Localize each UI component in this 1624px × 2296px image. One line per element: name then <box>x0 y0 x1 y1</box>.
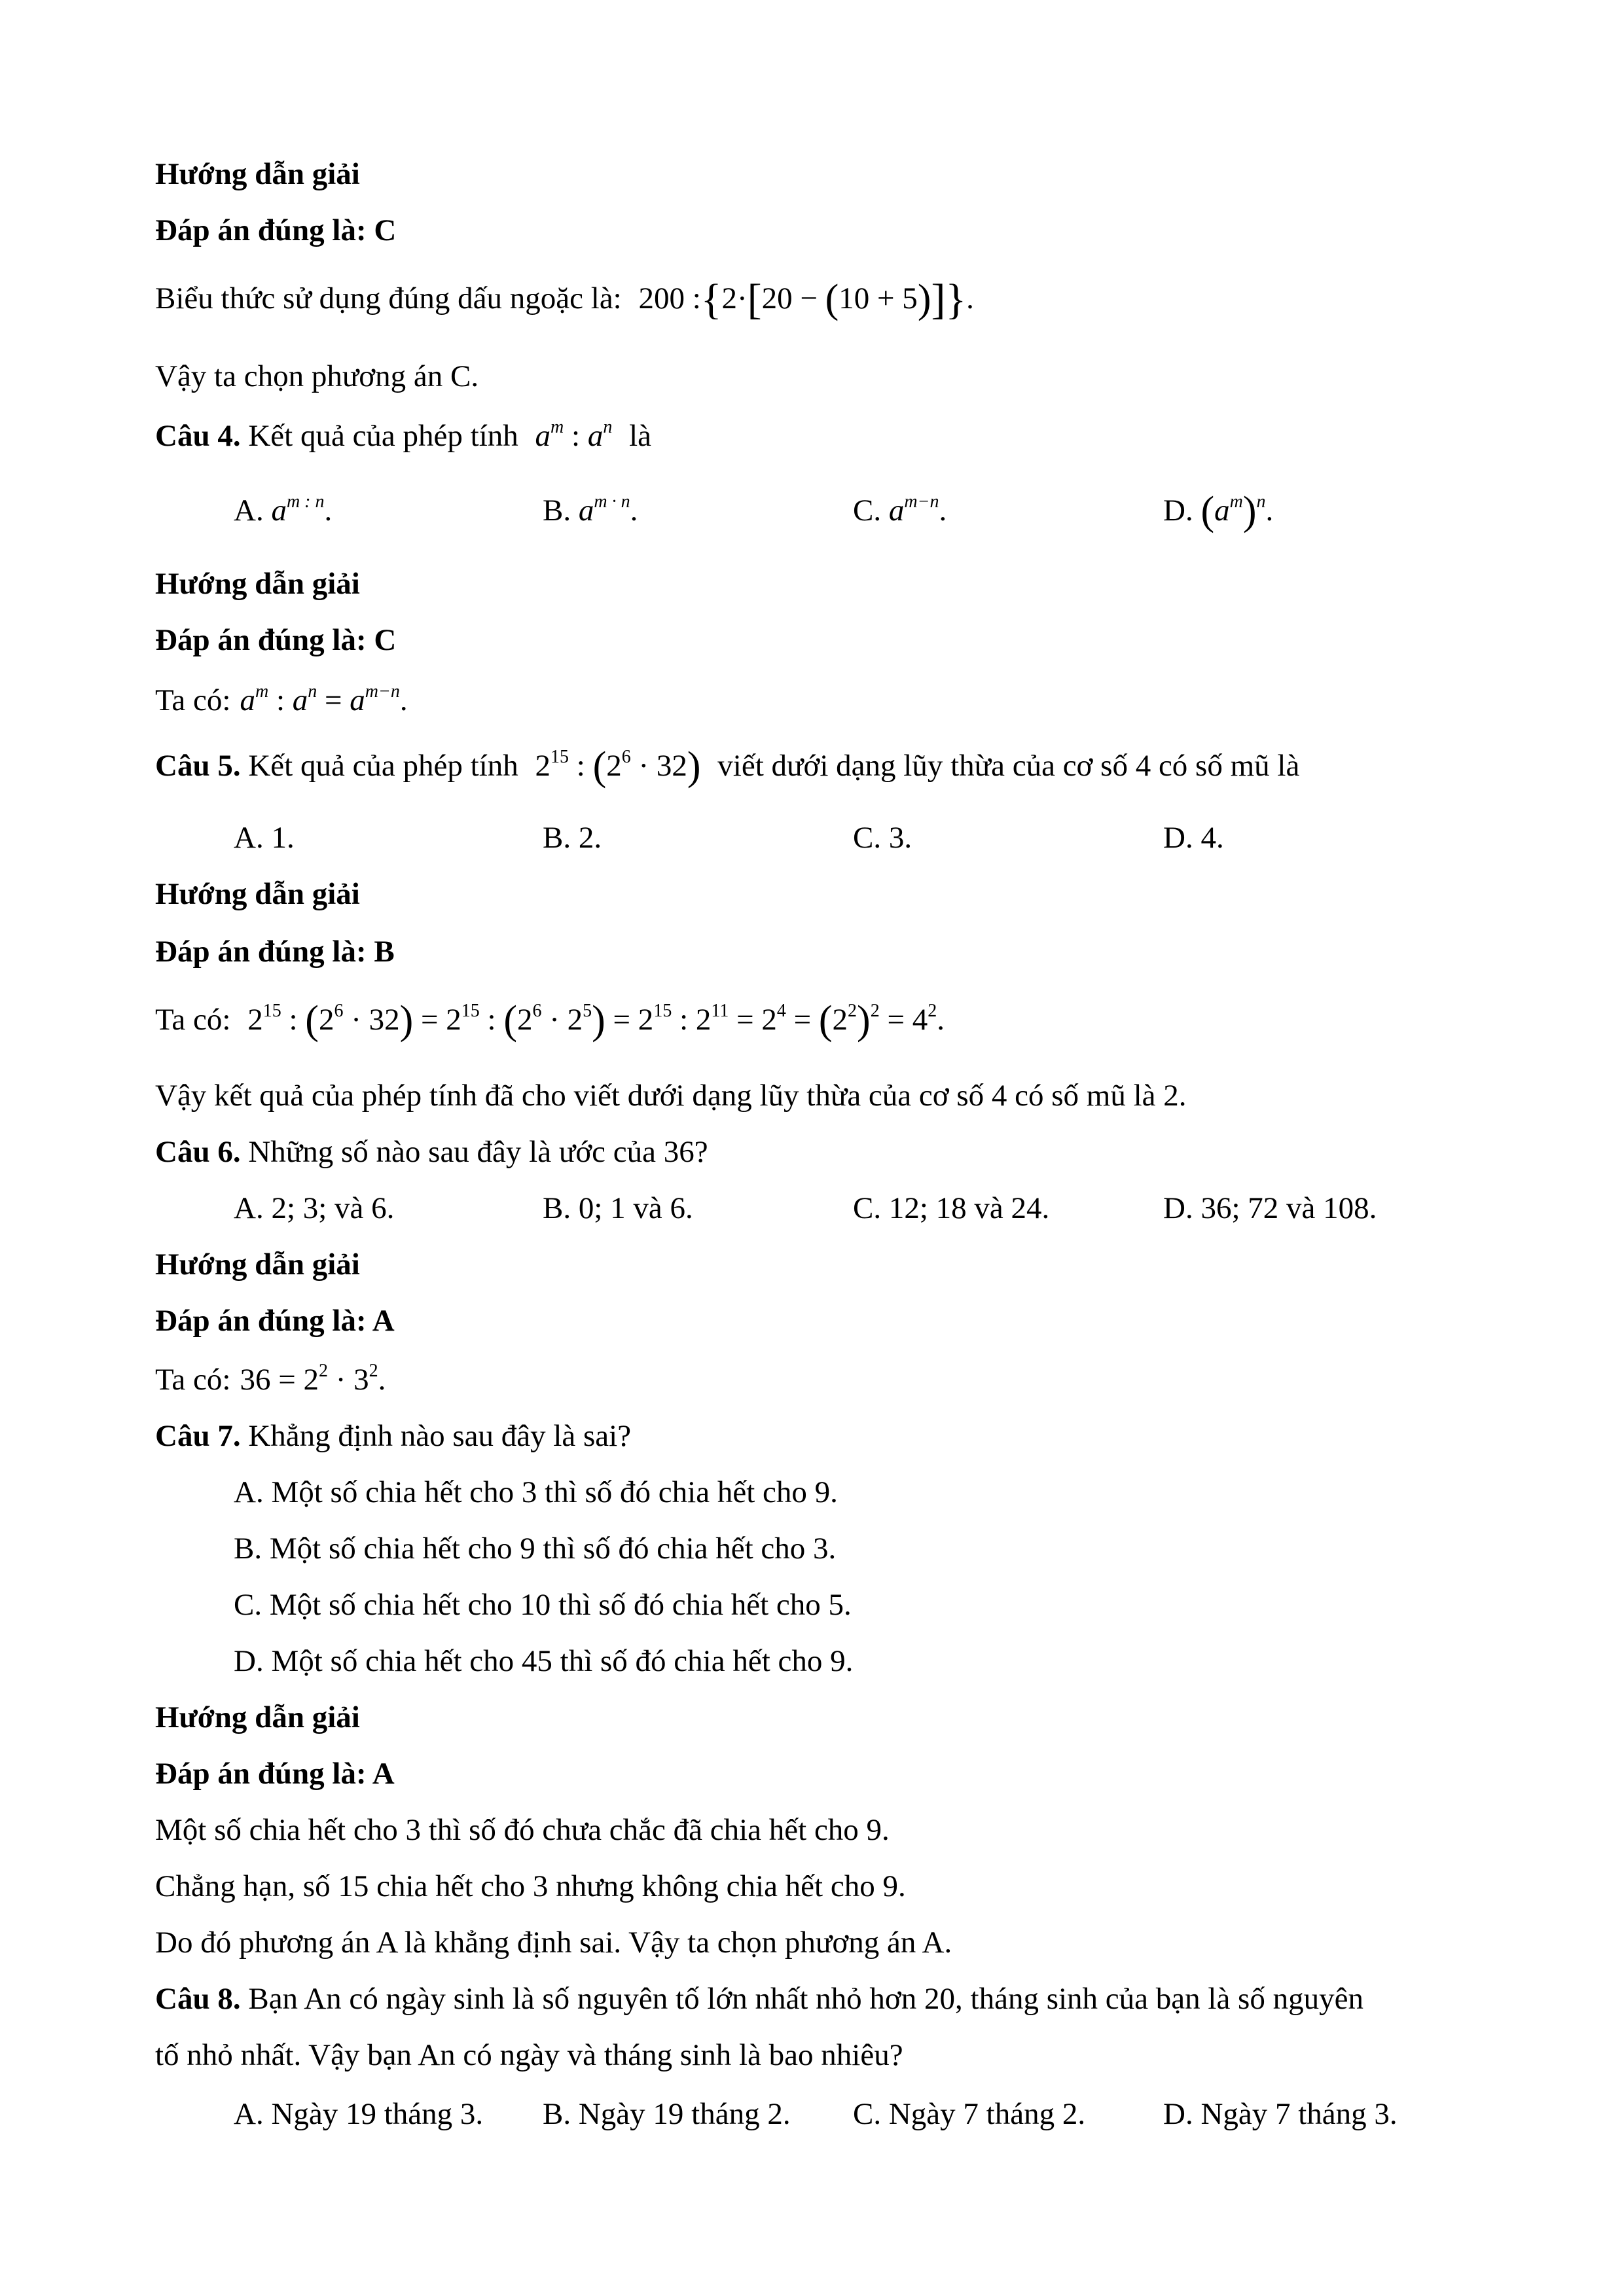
option-c[interactable]: C. 3. <box>853 821 912 855</box>
option-b[interactable]: B. 0; 1 và 6. <box>543 1191 693 1225</box>
math-expression: $a^m$ : $a^n$ <box>535 417 613 453</box>
option-b[interactable]: B. 2. <box>543 821 602 855</box>
conclusion-line: Vậy kết quả của phép tính đã cho viết dưới dạng lũy thừa của cơ số 4 có số mũ là 2. <box>155 1079 1187 1113</box>
text: Biểu thức sử dụng đúng dấu ngoặc là: <box>155 281 622 315</box>
answer-line: Đáp án đúng là: B <box>155 935 395 969</box>
solution-heading: Hướng dẫn giải <box>155 877 360 911</box>
option-d[interactable]: D. $(a^m)^n$. <box>1163 489 1274 533</box>
option-a[interactable]: A. 1. <box>234 821 295 855</box>
option-c[interactable]: C. 12; 18 và 24. <box>853 1191 1050 1225</box>
option-a[interactable]: A. Một số chia hết cho 3 thì số đó chia hết cho 9. <box>234 1475 838 1509</box>
question-7: Câu 7. Khẳng định nào sau đây là sai? <box>155 1419 632 1453</box>
option-d[interactable]: D. Một số chia hết cho 45 thì số đó chia hết cho 9. <box>234 1644 854 1678</box>
solution-line: Một số chia hết cho 3 thì số đó chưa chắc đã chia hết cho 9. <box>155 1813 890 1847</box>
question-6: Câu 6. Những số nào sau đây là ước của 36? <box>155 1135 708 1169</box>
math-expression: $2^{15}$ : $(2^6 \cdot 32)$ <box>535 744 701 789</box>
option-c[interactable]: C. Một số chia hết cho 10 thì số đó chia hết cho 5. <box>234 1588 852 1622</box>
answer-line: Đáp án đúng là: A <box>155 1757 395 1791</box>
option-b[interactable]: B. Một số chia hết cho 9 thì số đó chia hết cho 3. <box>234 1532 837 1566</box>
bracket-expression-line <box>155 276 974 323</box>
math-expression: 200 :{2·[20 − (10 + 5)]}. <box>638 276 974 323</box>
option-b[interactable]: B. Ngày 19 tháng 2. <box>543 2097 791 2131</box>
answer-line: Đáp án đúng là: C <box>155 213 397 247</box>
solution-line: Ta có: $a^m$ : $a^n = a^{m-n}$. <box>155 681 408 717</box>
option-b[interactable]: B. $a^{m \cdot n}$. <box>543 492 638 528</box>
solution-heading: Hướng dẫn giải <box>155 1247 360 1282</box>
option-a[interactable]: A. $a^{m : n}$. <box>234 492 333 528</box>
solution-line: Ta có: $36 = 2^2 \cdot 3^2$. <box>155 1361 386 1397</box>
option-a[interactable]: A. Ngày 19 tháng 3. <box>234 2097 484 2131</box>
option-c[interactable]: C. $a^{m-n}$. <box>853 492 947 528</box>
solution-heading: Hướng dẫn giải <box>155 157 360 191</box>
math-expression: $2^{15}$ : $(2^6 \cdot 32) = 2^{15}$ : $(2^6 \cdot 2^5) = 2^{15}$ : $2^{11} = 2^4 = (2^2)^2 = 4^2$. <box>247 998 945 1043</box>
solution-line: Chẳng hạn, số 15 chia hết cho 3 nhưng không chia hết cho 9. <box>155 1869 906 1903</box>
option-c[interactable]: C. Ngày 7 tháng 2. <box>853 2097 1086 2131</box>
solution-heading: Hướng dẫn giải <box>155 1700 360 1734</box>
conclusion-line: Vậy ta chọn phương án C. <box>155 359 479 393</box>
question-8-continued: tố nhỏ nhất. Vậy bạn An có ngày và tháng sinh là bao nhiêu? <box>155 2038 903 2072</box>
conclusion-line: Do đó phương án A là khẳng định sai. Vậy ta chọn phương án A. <box>155 1926 952 1960</box>
answer-line: Đáp án đúng là: A <box>155 1304 395 1338</box>
question-8: Câu 8. Bạn An có ngày sinh là số nguyên tố lớn nhất nhỏ hơn 20, tháng sinh của bạn là số nguyên <box>155 1982 1363 2016</box>
option-d[interactable]: D. 4. <box>1163 821 1224 855</box>
question-4: Câu 4. Kết quả của phép tính $a^m$ : $a^n$ là <box>155 417 651 453</box>
answer-line: Đáp án đúng là: C <box>155 623 397 657</box>
option-a[interactable]: A. 2; 3; và 6. <box>234 1191 395 1225</box>
option-d[interactable]: D. Ngày 7 tháng 3. <box>1163 2097 1398 2131</box>
question-5: Câu 5. Kết quả của phép tính $2^{15}$ : $(2^6 \cdot 32)$ viết dưới dạng lũy thừa của cơ số 4 có số mũ là <box>155 744 1300 789</box>
option-d[interactable]: D. 36; 72 và 108. <box>1163 1191 1377 1225</box>
solution-line: Ta có: $2^{15}$ : $(2^6 \cdot 32) = 2^{15}$ : $(2^6 \cdot 2^5) = 2^{15}$ : $2^{11} = 2^4 = (2^2)^2 = 4^2$. <box>155 998 945 1043</box>
solution-heading: Hướng dẫn giải <box>155 567 360 601</box>
